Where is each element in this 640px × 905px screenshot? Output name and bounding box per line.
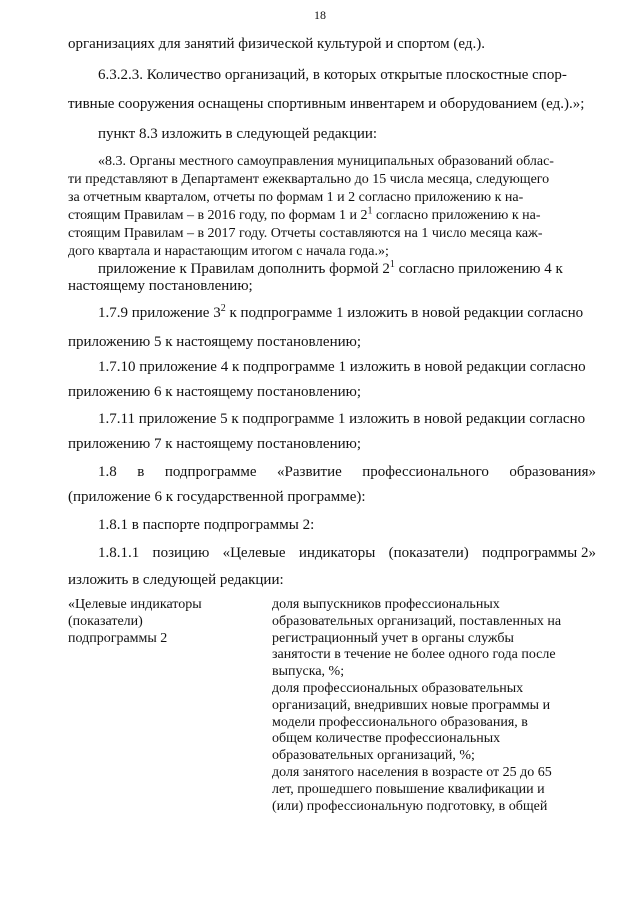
table-value-cell: доля выпускников профессиональных образовательных организаций, поставленных на регистрационный учет в органы службы занятости в течение не более одного года после выпуска, %; доля профессиональных образовательных организаций, внедривших новые программы и модели профессионального образования, в общем количестве профессиональных образовательных организаций, %; доля занятого населения в возрасте от 25 до 65 лет, прошедшего повышение квалификации и (или) профессиональную подготовку, в общей: [272, 597, 562, 814]
justified-line: 1.8.1.1 позицию «Целевые индикаторы (показатели) подпрограммы 2»: [98, 545, 596, 561]
quote-line: стоящим Правилам – в 2016 году, по формам 1 и $2^1$ согласно приложению к на-: [68, 205, 541, 223]
text-line: организациях для занятий физической культурой и спортом (ед.).: [68, 36, 485, 52]
text-line: тивные сооружения оснащены спортивным инвентарем и оборудованием (ед.).»;: [68, 96, 585, 112]
text-line: изложить в следующей редакции:: [68, 572, 284, 588]
quote-line: «8.3. Органы местного самоуправления муниципальных образований облас-: [98, 154, 554, 169]
quote-line: ти представляют в Департамент ежеквартально до 15 числа месяца, следующего: [68, 172, 550, 187]
text-line: 1.8.1 в паспорте подпрограммы 2:: [98, 517, 315, 533]
table-label-cell: «Целевые индикаторы (показатели) подпрограммы 2: [68, 597, 202, 646]
text-line: 6.3.2.3. Количество организаций, в которых открытые плоскостные спор-: [98, 67, 567, 83]
text-line: пункт 8.3 изложить в следующей редакции:: [98, 126, 378, 142]
quote-line: дого квартала и нарастающим итогом с начала года.»;: [68, 244, 389, 259]
quote-line: стоящим Правилам – в 2017 году. Отчеты составляются на 1 число месяца каж-: [68, 226, 543, 241]
text-line: (приложение 6 к государственной программе):: [68, 489, 366, 505]
quote-line: за отчетным кварталом, отчеты по формам 1 и 2 согласно приложению к на-: [68, 190, 524, 205]
text-line: настоящему постановлению;: [68, 278, 253, 294]
text-line: приложению 5 к настоящему постановлению;: [68, 334, 361, 350]
justified-line: 1.8 в подпрограмме «Развитие профессионального образования»: [98, 464, 596, 480]
page-number: 18: [314, 8, 326, 22]
text-line: 1.7.11 приложение 5 к подпрограмме 1 изложить в новой редакции согласно: [98, 411, 586, 427]
text-line: приложению 6 к настоящему постановлению;: [68, 384, 361, 400]
text-line: 1.7.9 приложение $3^2$ к подпрограмме 1 изложить в новой редакции согласно: [98, 303, 584, 321]
text-line: приложению 7 к настоящему постановлению;: [68, 436, 361, 452]
text-line: приложение к Правилам дополнить формой $2^1$ согласно приложению 4 к: [98, 259, 563, 277]
text-line: 1.7.10 приложение 4 к подпрограмме 1 изложить в новой редакции согласно: [98, 359, 586, 375]
